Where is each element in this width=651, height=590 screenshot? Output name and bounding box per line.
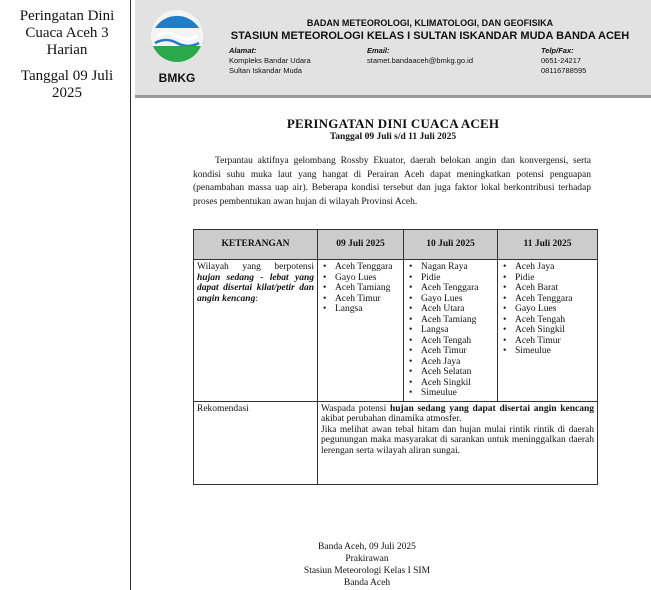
station-name: STASIUN METEOROLOGI KELAS I SULTAN ISKANDAR MUDA BANDA ACEH <box>230 30 630 42</box>
address-block <box>229 46 311 76</box>
area-list-item: • Aceh Tengah <box>501 315 594 326</box>
phone-block <box>541 46 586 76</box>
signature-org: Stasiun Meteorologi Kelas I SIM <box>303 566 431 576</box>
area-list-item: • Aceh Selatan <box>407 367 494 378</box>
area-list-item: • Aceh Timur <box>501 336 594 347</box>
rec-1-post: akibat perubahan dinamika atmosfer. <box>321 414 462 424</box>
signature-block <box>292 541 442 589</box>
day-2-list <box>407 262 494 399</box>
intro-paragraph: Terpantau aktifnya gelombang Rossby Ekuator, daerah belokan angin dan konvergensi, serta kondisi suhu muka laut yang hangat di Perairan Aceh dapat meningkatkan potensi penguapan (penambahan massa uap air). Beberapa kondisi tersebut dan juga faktor lokal berkontribusi terhadap proses pembentukan awan hujan di wilayah Provinsi Aceh. <box>193 156 591 207</box>
day-3-cell <box>498 260 598 402</box>
area-list-item: • Langsa <box>321 304 400 315</box>
area-list-item: • Aceh Singkil <box>407 378 494 389</box>
table-header-row <box>194 230 598 260</box>
letterhead <box>135 0 651 98</box>
area-list-item: • Gayo Lues <box>407 294 494 305</box>
signature-place-date: Banda Aceh, 09 Juli 2025 <box>318 542 416 552</box>
address-line1: Kompleks Bandar Udara <box>229 56 311 65</box>
area-list-item: • Aceh Tenggara <box>321 262 400 273</box>
area-label-cell <box>194 260 318 402</box>
area-list-item: • Aceh Tenggara <box>501 294 594 305</box>
area-list-item: • Aceh Barat <box>501 283 594 294</box>
day-1-cell <box>318 260 404 402</box>
area-list-item: • Aceh Tamiang <box>407 315 494 326</box>
area-list-item: • Aceh Timur <box>321 294 400 305</box>
document-title: PERINGATAN DINI CUACA ACEH <box>286 116 500 131</box>
phone-1: 0651-24217 <box>541 56 582 65</box>
day-3-list <box>501 262 594 357</box>
area-list-item: • Nagan Raya <box>407 262 494 273</box>
area-label-end: : <box>255 293 258 304</box>
recommendation-cell <box>318 401 598 484</box>
area-label-plain: Wilayah yang berpotensi <box>197 262 314 272</box>
area-list-item: • Pidie <box>501 273 594 284</box>
area-label-emphasis: hujan sedang - lebat yang dapat disertai kilat/petir dan angin kencang <box>197 272 314 304</box>
recommendation-label: Rekomendasi <box>194 401 318 484</box>
area-list-item: • Aceh Singkil <box>501 325 594 336</box>
phone-2: 08116788595 <box>541 66 587 75</box>
phone-label: Telp/Fax: <box>541 46 574 55</box>
sidebar-title: Peringatan Dini Cuaca Aceh 3 Harian <box>19 8 115 58</box>
sidebar <box>0 0 131 590</box>
area-list-item: • Pidie <box>407 273 494 284</box>
area-list-item: • Aceh Tamiang <box>321 283 400 294</box>
address-line2: Sultan Iskandar Muda <box>229 66 302 75</box>
email-label: Email: <box>367 46 390 55</box>
area-list-item: • Gayo Lues <box>501 304 594 315</box>
header-day-1: 09 Juli 2025 <box>318 230 404 260</box>
table-row-areas <box>194 260 598 402</box>
bmkg-logo-icon <box>149 6 205 88</box>
area-list-item: • Simeulue <box>501 346 594 357</box>
sidebar-date: Tanggal 09 Juli 2025 <box>20 68 114 101</box>
agency-name: BADAN METEOROLOGI, KLIMATOLOGI, DAN GEOFISIKA <box>306 18 554 28</box>
area-list-item: • Simeulue <box>407 388 494 399</box>
document-subtitle: Tanggal 09 Juli s/d 11 Juli 2025 <box>329 132 457 142</box>
rec-1-pre: Waspada potensi <box>321 403 387 414</box>
area-list-item: • Aceh Tengah <box>407 336 494 347</box>
address-label: Alamat: <box>229 46 257 55</box>
area-list-item: • Aceh Jaya <box>501 262 594 273</box>
recommendation-text-2: Jika melihat awan tebal hitam dan hujan mulai rintik rintik di daerah pegunungan maka masyarakat di sarankan untuk meninggalkan daerah lerengan serta wilayah aliran sungai. <box>321 424 594 456</box>
rec-1-bold: hujan sedang yang dapat disertai angin kencang <box>389 403 595 414</box>
recommendation-text-1 <box>321 404 594 425</box>
signature-city: Banda Aceh <box>343 578 391 588</box>
header-day-3: 11 Juli 2025 <box>498 230 598 260</box>
signature-role: Prakirawan <box>345 554 389 564</box>
area-list-item: • Langsa <box>407 325 494 336</box>
area-list-item: • Aceh Utara <box>407 304 494 315</box>
email-value: stamet.bandaaceh@bmkg.go.id <box>367 56 474 65</box>
area-list-item: • Aceh Timur <box>407 346 494 357</box>
day-2-cell <box>404 260 498 402</box>
day-1-list <box>321 262 400 315</box>
area-list-item: • Aceh Tenggara <box>407 283 494 294</box>
bmkg-logo <box>149 6 205 88</box>
header-day-2: 10 Juli 2025 <box>404 230 498 260</box>
logo-text: BMKG <box>158 71 196 85</box>
warning-table <box>193 229 598 485</box>
email-block <box>367 46 473 66</box>
table-row-recommendation <box>194 401 598 484</box>
area-list-item: • Aceh Jaya <box>407 357 494 368</box>
header-keterangan: KETERANGAN <box>194 230 318 260</box>
area-list-item: • Gayo Lues <box>321 273 400 284</box>
